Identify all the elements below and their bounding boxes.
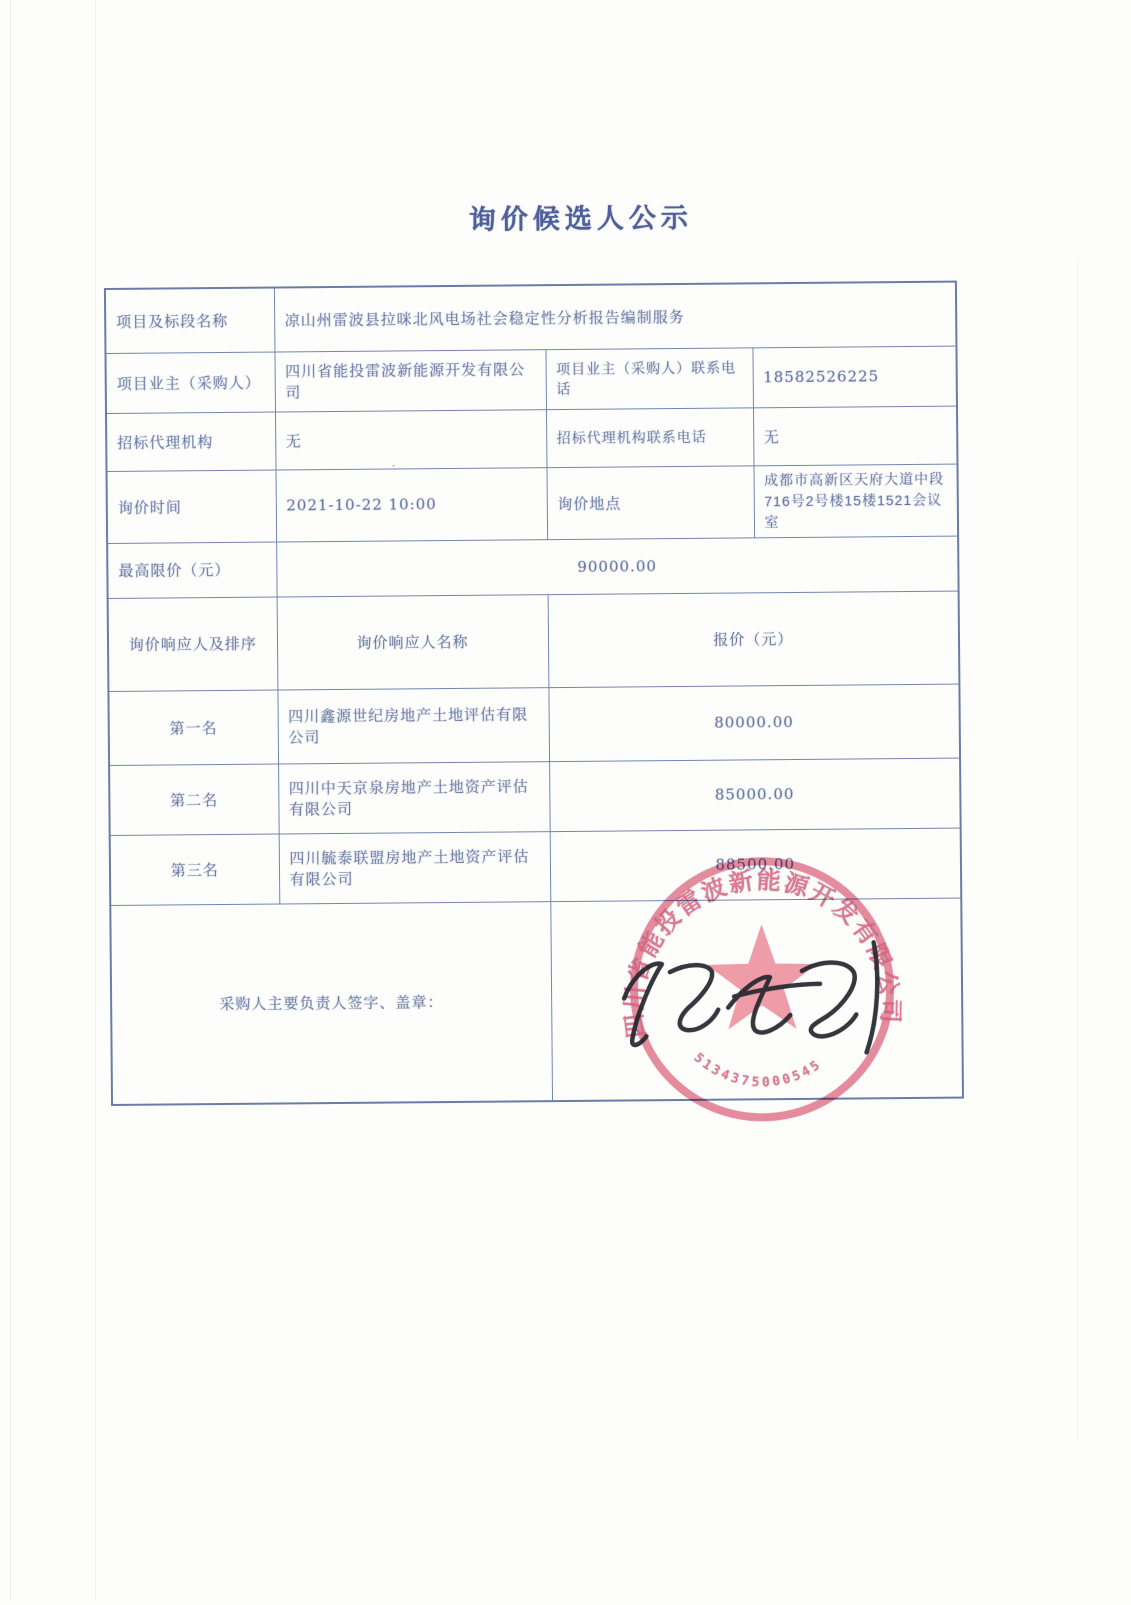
table-row [107,536,958,598]
announcement-table [104,281,964,1106]
seal-number-text: 5134375000545 [690,1049,825,1090]
table-row [109,758,961,835]
owner-phone-value: 18582526225 [752,346,957,408]
agency-label: 招标代理机构 [106,412,275,471]
price-limit-label: 最高限价（元） [107,542,276,598]
table-header-row [108,591,960,691]
inquiry-time-label: 询价时间 [107,470,277,543]
signature-row [110,898,963,1105]
handwritten-signature [623,942,877,1054]
owner-value: 四川省能投雷波新能源开发有限公司 [274,349,546,411]
owner-label: 项目业主（采购人） [105,352,275,413]
svg-text:5134375000545 [690,1049,825,1091]
owner-phone-label: 项目业主（采购人）联系电话 [545,347,753,409]
agency-phone-value: 无 [753,406,958,466]
inquiry-place-value: 成都市高新区天府大道中段716号2号楼15楼1521会议室 [753,464,958,538]
candidate-2-rank: 第二名 [109,764,279,835]
table-row [110,828,962,905]
candidate-1-price: 80000.00 [548,684,960,762]
candidate-3-name: 四川毓泰联盟房地产土地资产评估有限公司 [279,831,551,903]
table-row [106,406,957,471]
candidate-1-name: 四川鑫源世纪房地产土地评估有限公司 [277,687,549,763]
header-respondent-name: 询价响应人名称 [277,594,549,689]
candidate-3-price: 88500.00 [550,828,962,902]
inquiry-time-value: 2021-10-22 10:00 [276,467,548,541]
candidate-1-rank: 第一名 [108,690,278,765]
scan-speck: ˋ [391,462,396,478]
table-row [108,684,960,765]
header-price: 报价（元） [548,591,960,688]
agency-phone-label: 招标代理机构联系电话 [546,407,753,467]
table-row [105,346,957,413]
page-title: 询价候选人公示 [468,202,693,235]
seal-star-icon [706,923,817,1029]
price-limit-value: 90000.00 [276,536,958,597]
project-name-label: 项目及标段名称 [105,288,275,353]
seal-company-text: 四川省能投雷波新能源开发有限公司 [620,866,903,1039]
sign-seal-label: 采购人主要负责人签字、盖章： [110,901,552,1105]
candidate-3-rank: 第三名 [110,834,280,905]
inquiry-place-label: 询价地点 [546,465,754,539]
header-rank: 询价响应人及排序 [108,597,278,691]
candidate-2-price: 85000.00 [549,758,961,832]
table-row [105,282,957,353]
project-name-value: 凉山州雷波县拉咪北风电场社会稳定性分析报告编制服务 [274,282,957,352]
candidate-2-name: 四川中天京泉房地产土地资产评估有限公司 [278,761,550,833]
table-row [107,464,959,543]
agency-value: 无 [275,409,546,469]
seal-cell [550,866,963,1102]
